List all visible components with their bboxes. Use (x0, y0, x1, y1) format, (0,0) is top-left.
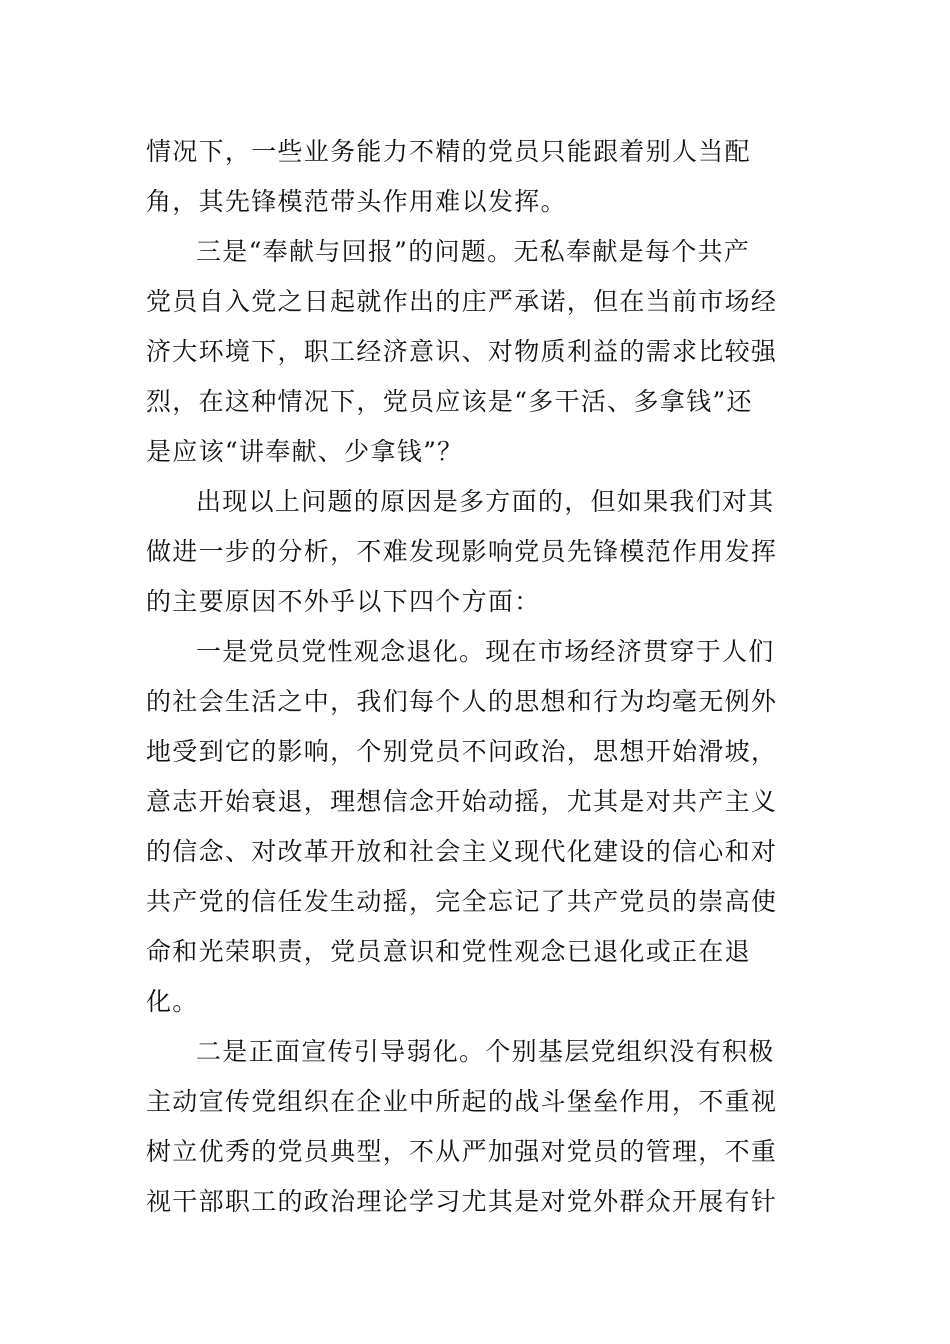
text-line: 是应该“讲奉献、少拿钱”？ (146, 437, 464, 466)
text-line: 的主要原因不外乎以下四个方面： (146, 587, 541, 616)
text-line: 树立优秀的党员典型，不从严加强对党员的管理，不重 (146, 1137, 778, 1166)
text-line: 的社会生活之中，我们每个人的思想和行为均毫无例外 (146, 687, 778, 716)
paragraph-first-line: 一是党员党性观念退化。现在市场经济贯穿于人们 (196, 637, 775, 666)
text-line: 做进一步的分析，不难发现影响党员先锋模范作用发挥 (146, 537, 778, 566)
text-line: 化。 (146, 987, 199, 1016)
text-line: 命和光荣职责，党员意识和党性观念已退化或正在退 (146, 937, 751, 966)
text-line: 地受到它的影响，个别党员不问政治，思想开始滑坡， (146, 737, 778, 766)
text-line: 视干部职工的政治理论学习尤其是对党外群众开展有针 (146, 1187, 778, 1216)
text-line: 党员自入党之日起就作出的庄严承诺，但在当前市场经 (146, 287, 778, 316)
paragraph-first-line: 三是“奉献与回报”的问题。无私奉献是每个共产 (196, 237, 751, 266)
text-line: 主动宣传党组织在企业中所起的战斗堡垒作用，不重视 (146, 1087, 778, 1116)
paragraph-first-line: 二是正面宣传引导弱化。个别基层党组织没有积极 (196, 1037, 775, 1066)
text-line: 的信念、对改革开放和社会主义现代化建设的信心和对 (146, 837, 778, 866)
paragraph-first-line: 出现以上问题的原因是多方面的，但如果我们对其 (196, 487, 775, 516)
text-line: 意志开始衰退，理想信念开始动摇，尤其是对共产主义 (146, 787, 778, 816)
text-line: 济大环境下，职工经济意识、对物质利益的需求比较强 (146, 337, 778, 366)
text-line: 情况下，一些业务能力不精的党员只能跟着别人当配 (146, 137, 751, 166)
text-line: 角，其先锋模范带头作用难以发挥。 (146, 187, 567, 216)
text-line: 烈，在这种情况下，党员应该是“多干活、多拿钱”还 (146, 387, 753, 416)
text-line: 共产党的信任发生动摇，完全忘记了共产党员的崇高使 (146, 887, 778, 916)
